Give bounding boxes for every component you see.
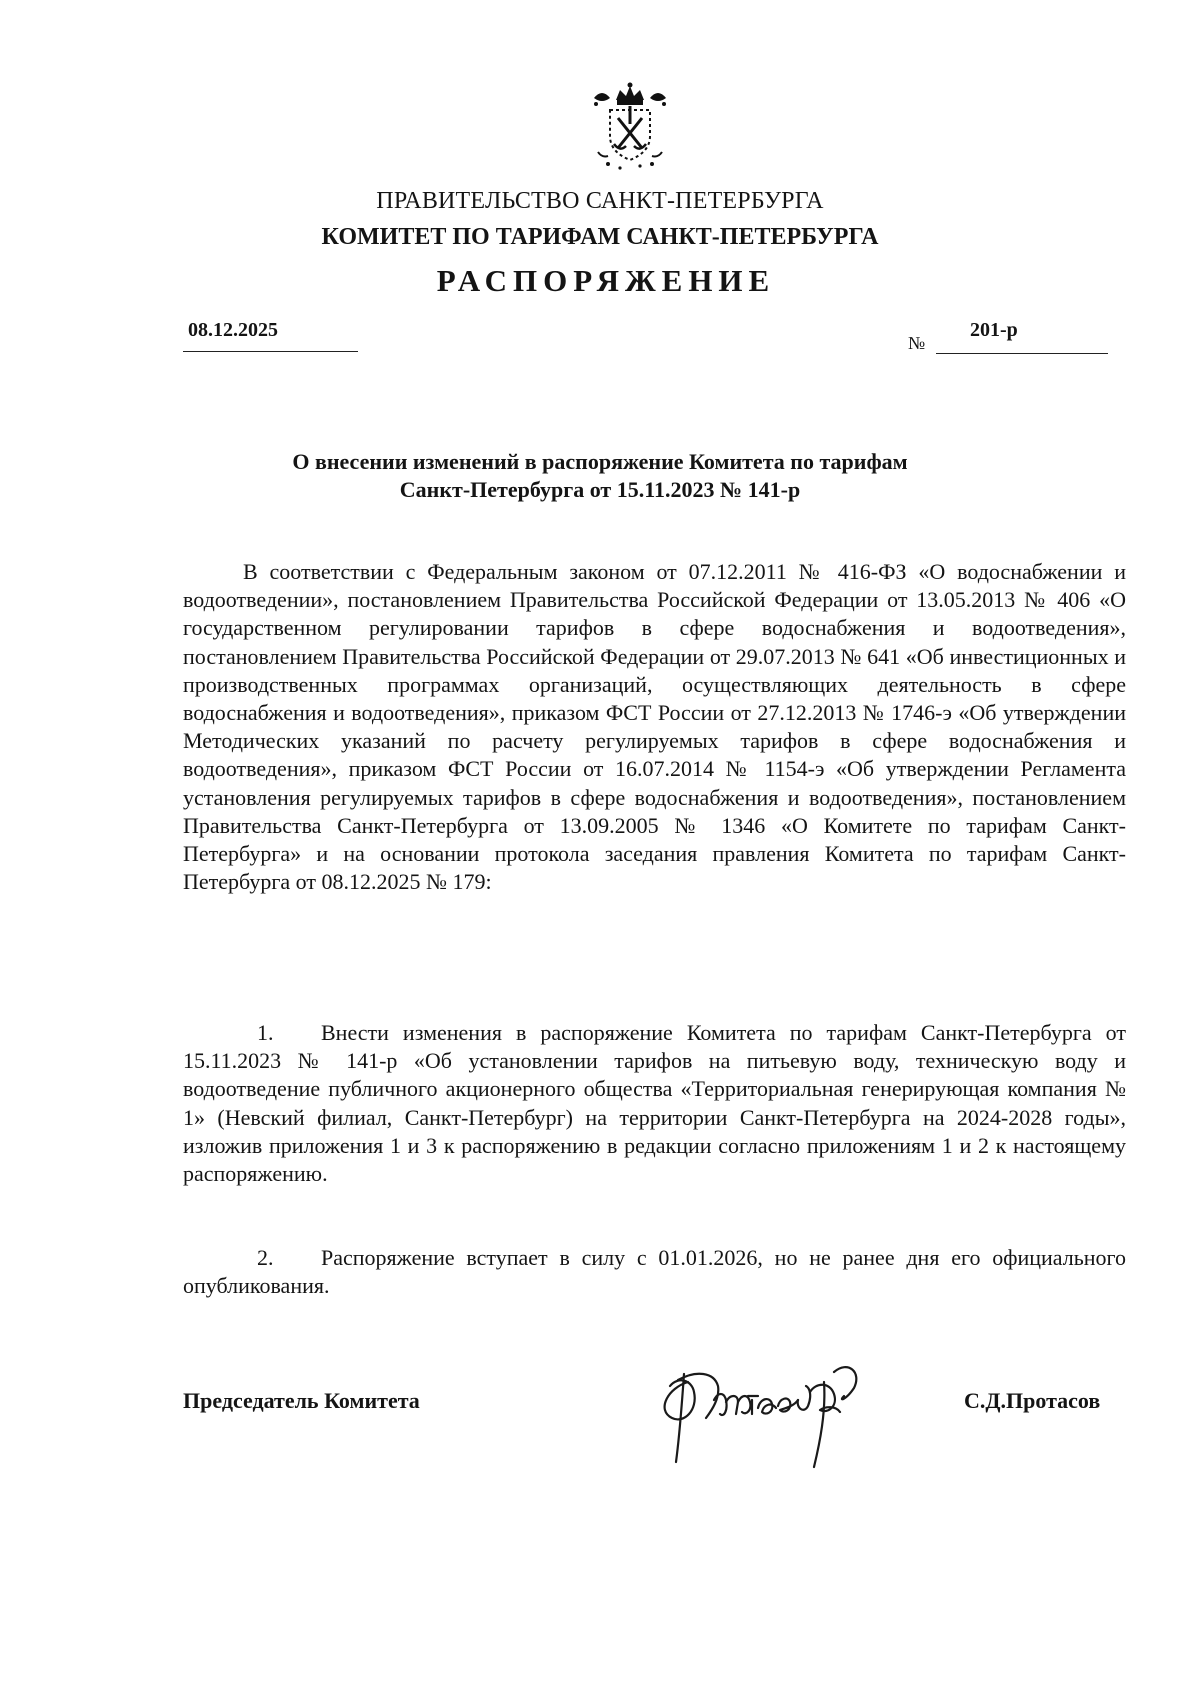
document-type-title: РАСПОРЯЖЕНИЕ	[436, 263, 776, 298]
handwritten-signature	[648, 1352, 898, 1477]
document-subject	[0, 448, 1200, 504]
order-item-2	[183, 1244, 1126, 1300]
signatory-position: Председатель Комитета	[183, 1388, 420, 1413]
document-date: 08.12.2025	[188, 319, 278, 341]
item-number: 1.	[257, 1020, 274, 1045]
item-text: Распоряжение вступает в силу с 01.01.2026, но не ранее дня его официального опубликования.	[183, 1245, 1126, 1299]
number-underline	[936, 353, 1108, 354]
order-item-1	[183, 1019, 1126, 1188]
date-underline	[183, 351, 358, 352]
signatory-name: С.Д.Протасов	[964, 1388, 1101, 1413]
coat-of-arms-icon	[590, 80, 670, 172]
subject-line-1: О внесении изменений в распоряжение Комитета по тарифам	[292, 449, 908, 474]
preamble-paragraph: В соответствии с Федеральным законом от 07.12.2011 № 416-ФЗ «О водоснабжении и водоотведении», постановлением Правительства Российской Федерации от 13.05.2013 № 406 «О государственном регулировании тарифов в сфере водоснабжения и водоотведения», постановлением Правительства Российской Федерации от 29.07.2013 № 641 «Об инвестиционных и производственных программах организаций, осуществляющих деятельность в сфере водоснабжения и водоотведения», приказом ФСТ России от 27.12.2013 № 1746-э «Об утверждении Методических указаний по расчету регулируемых тарифов в сфере водоснабжения и водоотведения», приказом ФСТ России от 16.07.2014 № 1154-э «Об утверждении Регламента установления регулируемых тарифов в сфере водоснабжения и водоотведения», постановлением Правительства Санкт-Петербурга от 13.09.2005 № 1346 «О Комитете по тарифам Санкт-Петербурга» и на основании протокола заседания правления Комитета по тарифам Санкт-Петербурга от 08.12.2025 № 179:	[183, 559, 1126, 895]
committee-name: КОМИТЕТ ПО ТАРИФАМ САНКТ-ПЕТЕРБУРГА	[321, 224, 879, 250]
document-date-field	[183, 318, 358, 354]
document-number: 201-р	[970, 319, 1018, 341]
document-number-field	[908, 318, 1108, 360]
number-sign: №	[908, 333, 926, 353]
item-text: Внести изменения в распоряжение Комитета по тарифам Санкт-Петербурга от 15.11.2023 № 141-р «Об установлении тарифов на питьевую воду, техническую воду и водоотведение публичного акционерного общества «Территориальная генерирующая компания № 1» (Невский филиал, Санкт-Петербург) на территории Санкт-Петербурга на 2024-2028 годы», изложив приложения 1 и 3 к распоряжению в редакции согласно приложениям 1 и 2 к настоящему распоряжению.	[183, 1020, 1126, 1187]
government-name: ПРАВИТЕЛЬСТВО САНКТ-ПЕТЕРБУРГА	[376, 188, 824, 214]
subject-line-2: Санкт-Петербурга от 15.11.2023 № 141-р	[399, 477, 801, 502]
item-number: 2.	[257, 1245, 274, 1270]
